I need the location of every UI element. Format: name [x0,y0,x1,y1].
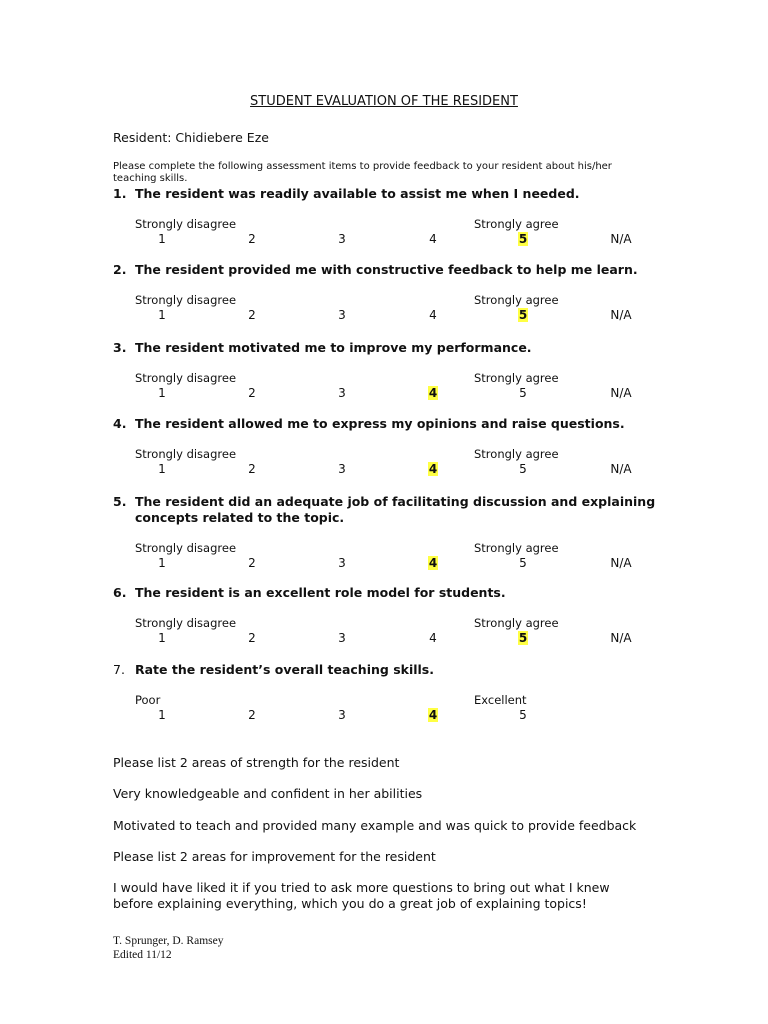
rating-option-5[interactable]: 5 [519,386,527,400]
rating-option-4[interactable]: 4 [428,708,438,722]
strength-answer-2: Motivated to teach and provided many example and was quick to provide feedback [113,818,637,833]
improvement-prompt: Please list 2 areas for improvement for the resident [113,849,436,864]
rating-option-1[interactable]: 1 [158,462,166,476]
scale-low-label: Strongly disagree [135,217,237,231]
rating-option-2[interactable]: 2 [248,308,256,322]
rating-option-1[interactable]: 1 [158,386,166,400]
scale-high-label: Strongly agree [474,217,559,231]
rating-option-1[interactable]: 1 [158,308,166,322]
question-text: Rate the resident’s overall teaching skills. [135,662,434,677]
rating-option-3[interactable]: 3 [338,386,346,400]
scale-high-label: Strongly agree [474,447,559,461]
rating-option-2[interactable]: 2 [248,708,256,722]
rating-option-4[interactable]: 4 [429,308,437,322]
question-text: The resident motivated me to improve my performance. [135,340,532,355]
question-number: 7. [113,662,125,677]
resident-name: Resident: Chidiebere Eze [113,130,269,145]
rating-option-2[interactable]: 2 [248,386,256,400]
question-number: 5. [113,494,127,509]
scale-low-label: Strongly disagree [135,616,237,630]
scale-high-label: Strongly agree [474,371,559,385]
rating-option-4[interactable]: 4 [429,631,437,645]
rating-option-na[interactable]: N/A [610,462,632,476]
question-text: The resident provided me with constructive feedback to help me learn. [135,262,638,277]
question-text: The resident did an adequate job of facilitating discussion and explaining concepts related to the topic. [135,494,656,525]
rating-option-1[interactable]: 1 [158,556,166,570]
scale-high-label: Strongly agree [474,541,559,555]
question-text: The resident was readily available to assist me when I needed. [135,186,580,201]
scale-low-label: Poor [135,693,161,707]
question-number: 1. [113,186,127,201]
rating-option-1[interactable]: 1 [158,631,166,645]
question-number: 4. [113,416,127,431]
strength-answer-1: Very knowledgeable and confident in her abilities [113,786,423,801]
scale-low-label: Strongly disagree [135,447,237,461]
footer [113,934,223,962]
rating-option-5[interactable]: 5 [519,708,527,722]
scale-high-label: Excellent [474,693,527,707]
rating-option-5[interactable]: 5 [518,308,528,322]
rating-option-3[interactable]: 3 [338,232,346,246]
scale-low-label: Strongly disagree [135,293,237,307]
scale-high-label: Strongly agree [474,616,559,630]
rating-option-2[interactable]: 2 [248,556,256,570]
footer-edited: Edited 11/12 [113,949,172,961]
rating-option-4[interactable]: 4 [428,556,438,570]
scale-low-label: Strongly disagree [135,541,237,555]
rating-option-3[interactable]: 3 [338,308,346,322]
rating-option-1[interactable]: 1 [158,708,166,722]
rating-option-3[interactable]: 3 [338,631,346,645]
rating-option-5[interactable]: 5 [519,462,527,476]
rating-option-na[interactable]: N/A [610,386,632,400]
rating-option-2[interactable]: 2 [248,631,256,645]
scale-high-label: Strongly agree [474,293,559,307]
rating-option-2[interactable]: 2 [248,462,256,476]
rating-option-1[interactable]: 1 [158,232,166,246]
question-number: 6. [113,585,127,600]
question-number: 2. [113,262,127,277]
rating-option-3[interactable]: 3 [338,708,346,722]
question-number: 3. [113,340,127,355]
improvement-answer-1: I would have liked it if you tried to ask more questions to bring out what I knew before explaining everything, which you do a great job of explaining topics! [113,880,610,911]
rating-option-na[interactable]: N/A [610,232,632,246]
rating-option-4[interactable]: 4 [428,386,438,400]
rating-option-na[interactable]: N/A [610,556,632,570]
scale-low-label: Strongly disagree [135,371,237,385]
rating-option-3[interactable]: 3 [338,462,346,476]
rating-option-5[interactable]: 5 [519,556,527,570]
rating-option-na[interactable]: N/A [610,631,632,645]
rating-option-2[interactable]: 2 [248,232,256,246]
form-title: STUDENT EVALUATION OF THE RESIDENT [250,94,518,109]
rating-option-5[interactable]: 5 [518,631,528,645]
rating-option-4[interactable]: 4 [428,462,438,476]
question-text: The resident is an excellent role model for students. [135,585,506,600]
question-text: The resident allowed me to express my opinions and raise questions. [135,416,625,431]
rating-option-na[interactable]: N/A [610,308,632,322]
rating-option-3[interactable]: 3 [338,556,346,570]
rating-option-5[interactable]: 5 [518,232,528,246]
strengths-prompt: Please list 2 areas of strength for the resident [113,755,400,770]
instructions: Please complete the following assessment items to provide feedback to your resident about his/her teaching skills. [113,161,612,184]
rating-option-4[interactable]: 4 [429,232,437,246]
footer-authors: T. Sprunger, D. Ramsey [113,935,224,947]
